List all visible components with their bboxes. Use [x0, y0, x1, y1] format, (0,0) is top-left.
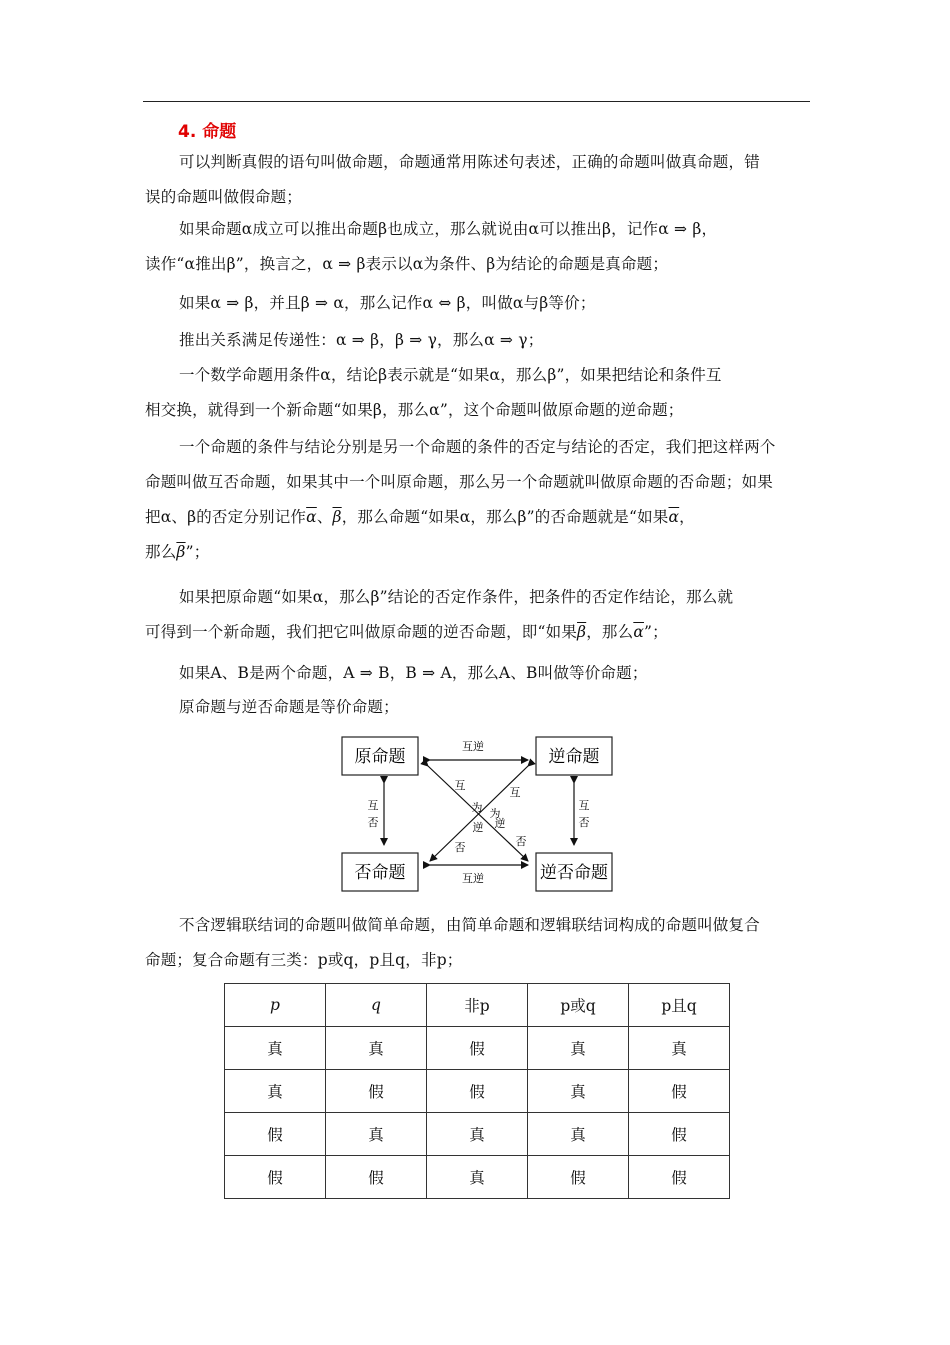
header-cell: p且q	[629, 984, 730, 1027]
paragraph-line: 命题叫做互否命题，如果其中一个叫原命题，那么另一个命题就叫做原命题的否命题；如果	[145, 473, 774, 491]
table-cell: 假	[629, 1113, 730, 1156]
section-number: 4.	[178, 122, 197, 142]
negation-beta: $\overline{\beta}$	[332, 508, 342, 526]
table-cell: 假	[225, 1113, 326, 1156]
text-run: ，那么命题“如果α，那么β”的否命题就是“如果	[341, 508, 669, 526]
section-heading	[178, 117, 236, 142]
table-cell: 真	[427, 1113, 528, 1156]
table-cell: 假	[326, 1070, 427, 1113]
box-contrapositive	[536, 853, 612, 891]
negation-alpha: $\overline{\alpha}$	[633, 623, 644, 641]
table-cell: 真	[326, 1027, 427, 1070]
paragraph-line: 如果A、B是两个命题，A ⇒ B，B ⇒ A，那么A、B叫做等价命题；	[179, 664, 648, 682]
label-diag-a4: 否	[454, 841, 466, 854]
table-cell: 假	[629, 1156, 730, 1199]
table-cell: 真	[225, 1070, 326, 1113]
paragraph-line: 原命题与逆否命题是等价命题；	[179, 698, 399, 716]
paragraph-definition	[145, 145, 810, 215]
box-converse-label: 逆命题	[548, 747, 600, 767]
label-diag-a1: 互	[454, 779, 466, 792]
paragraph-line: 相交换，就得到一个新命题“如果β，那么α”，这个命题叫做原命题的逆命题；	[145, 401, 684, 419]
header-cell: 非p	[427, 984, 528, 1027]
table-row	[225, 1027, 730, 1070]
negation-beta: $\overline{\beta}$	[577, 623, 587, 641]
label-diag-b2: 为	[489, 807, 501, 820]
text-run: ”；	[643, 623, 668, 641]
paragraph-inverse	[145, 430, 810, 570]
label-diag-b3: 逆	[494, 817, 506, 830]
table-cell: 假	[528, 1156, 629, 1199]
paragraph-line: 可以判断真假的语句叫做命题，命题通常用陈述句表述，正确的命题叫做真命题，错	[179, 153, 760, 171]
table-cell: 真	[326, 1113, 427, 1156]
negation-alpha: $\overline{\alpha}$	[668, 508, 680, 526]
table-row	[225, 1156, 730, 1199]
paragraph-contrapositive-equivalence	[145, 690, 810, 725]
header-cell: p或q	[528, 984, 629, 1027]
label-diag-b4: 否	[515, 835, 527, 848]
text-run: 那么	[145, 543, 177, 561]
label-right-2: 否	[578, 816, 590, 829]
header-rule	[143, 101, 810, 102]
table-cell: 假	[225, 1156, 326, 1199]
truth-table	[224, 983, 730, 1199]
paragraph-equivalence	[145, 286, 810, 321]
label-left-1: 互	[367, 799, 379, 812]
text-run: ”；	[185, 543, 210, 561]
box-converse	[536, 737, 612, 775]
paragraph-line: 读作“α推出β”，换言之，α ⇒ β表示以α为条件、β为结论的命题是真命题；	[145, 255, 669, 273]
header-cell: p	[225, 984, 326, 1027]
paragraph-transitivity	[145, 323, 810, 358]
table-cell: 真	[629, 1027, 730, 1070]
paragraph-line: 如果把原命题“如果α，那么β”结论的否定作条件，把条件的否定作结论，那么就	[179, 588, 734, 606]
negation-beta: $\overline{\beta}$	[176, 543, 186, 561]
paragraph-line: 误的命题叫做假命题；	[145, 188, 303, 206]
label-top: 互逆	[462, 740, 484, 753]
table-cell: 假	[427, 1027, 528, 1070]
table-row	[225, 1070, 730, 1113]
paragraph-compound	[145, 908, 810, 978]
table-cell: 真	[528, 1027, 629, 1070]
negation-alpha: $\overline{\alpha}$	[306, 508, 317, 526]
label-diag-a2: 为	[471, 801, 483, 814]
paragraph-implication	[145, 212, 810, 282]
table-cell: 假	[427, 1070, 528, 1113]
section-title: 命题	[202, 122, 237, 142]
paragraph-contrapositive	[145, 580, 810, 650]
proposition-relation-diagram	[340, 733, 615, 893]
text-run: ，那么	[586, 623, 634, 641]
paragraph-converse	[145, 358, 810, 428]
text-run: 、	[316, 508, 333, 526]
label-right-1: 互	[578, 799, 590, 812]
paragraph-line: 不含逻辑联结词的命题叫做简单命题，由简单命题和逻辑联结词构成的命题叫做复合	[179, 916, 760, 934]
table-cell: 假	[326, 1156, 427, 1199]
paragraph-line: 一个命题的条件与结论分别是另一个命题的条件的否定与结论的否定，我们把这样两个	[179, 438, 776, 456]
paragraph-line: 如果命题α成立可以推出命题β也成立，那么就说由α可以推出β，记作α ⇒ β，	[179, 220, 718, 238]
text-run: 可得到一个新命题，我们把它叫做原命题的逆否命题，即“如果	[145, 623, 578, 641]
box-original	[342, 737, 418, 775]
text-run: ，	[679, 508, 695, 526]
table-header-row	[225, 984, 730, 1027]
label-bottom: 互逆	[462, 872, 484, 885]
header-cell: q	[326, 984, 427, 1027]
box-contrapositive-label: 逆否命题	[540, 863, 608, 883]
paragraph-equivalent-propositions	[145, 656, 810, 691]
label-diag-a3: 逆	[472, 821, 484, 834]
table-cell: 真	[427, 1156, 528, 1199]
table-cell: 假	[629, 1070, 730, 1113]
table-cell: 真	[528, 1113, 629, 1156]
paragraph-line: 一个数学命题用条件α，结论β表示就是“如果α，那么β”，如果把结论和条件互	[179, 366, 722, 384]
text-run: 把α、β的否定分别记作	[145, 508, 307, 526]
table-cell: 真	[528, 1070, 629, 1113]
table-row	[225, 1113, 730, 1156]
paragraph-line: 命题；复合命题有三类：p或q，p且q，非p；	[145, 951, 463, 969]
box-inverse-label: 否命题	[354, 863, 406, 883]
paragraph-line: 推出关系满足传递性：α ⇒ β，β ⇒ γ，那么α ⇒ γ；	[179, 331, 544, 349]
label-left-2: 否	[367, 816, 379, 829]
paragraph-line: 如果α ⇒ β，并且β ⇒ α，那么记作α ⇔ β，叫做α与β等价；	[179, 294, 596, 312]
box-inverse	[342, 853, 418, 891]
box-original-label: 原命题	[354, 747, 406, 767]
label-diag-b1: 互	[509, 786, 521, 799]
table-cell: 真	[225, 1027, 326, 1070]
